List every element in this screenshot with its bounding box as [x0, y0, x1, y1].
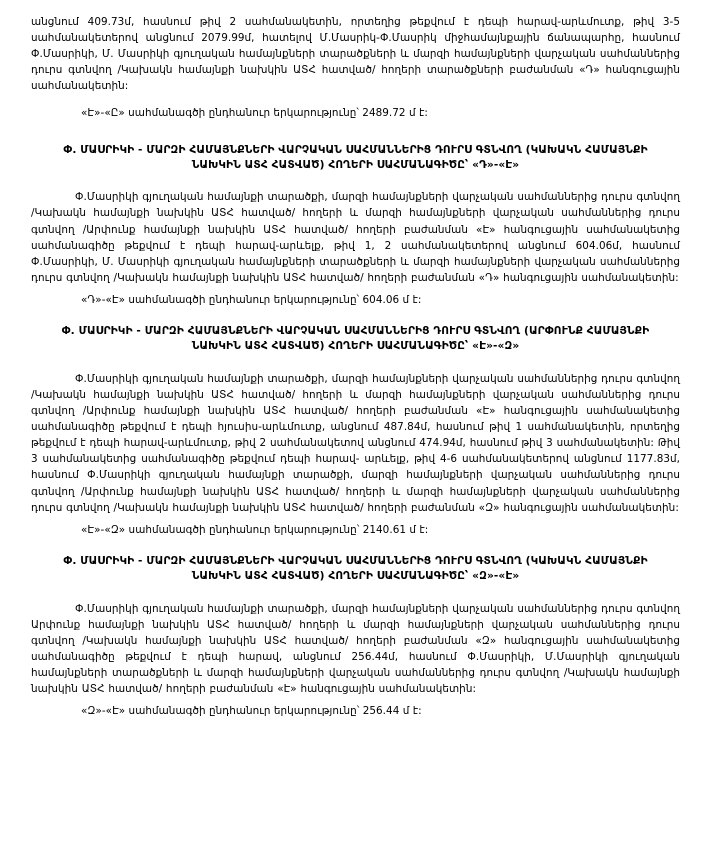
summary-line-z-e: «Զ»-«Է» սահմանագծի ընդհանուր երկարությունը՝ 256.44 մ է:	[81, 705, 422, 718]
spacer	[31, 122, 680, 143]
spacer	[31, 585, 680, 601]
spacer	[31, 94, 680, 105]
section-heading-e-z: Փ. ՄԱՍՐԻԿԻ - ՄԱՐԶԻ ՀԱՄԱՅՆՔՆԵՐԻ ՎԱՐՉԱԿԱՆ ՍԱՀՄԱՆՆԵՐԻՑ ԴՈՒՐՍ ԳՏՆՎՈՂ (ԱՐՓՈՒՆՔ ՀԱՄԱՅՆՔԻ ՆԱԽԿԻՆ ԱՏՀ ՀԱՏՎԱԾ) ՀՈՂԵՐԻ ՍԱՀՄԱՆԱԳԻԾԸ՝ «Է»-«Զ»	[61, 325, 650, 353]
spacer	[31, 355, 680, 371]
section-heading-z-e: Փ. ՄԱՍՐԻԿԻ - ՄԱՐԶԻ ՀԱՄԱՅՆՔՆԵՐԻ ՎԱՐՉԱԿԱՆ ՍԱՀՄԱՆՆԵՐԻՑ ԴՈՒՐՍ ԳՏՆՎՈՂ (ԿԱԽԱԿՆ ՀԱՄԱՅՆՔԻ ՆԱԽԿԻՆ ԱՏՀ ՀԱՏՎԱԾ) ՀՈՂԵՐԻ ՍԱՀՄԱՆԱԳԻԾԸ՝ «Զ»-«Է»	[63, 554, 648, 583]
paragraph-section-d-e: Փ.Մասրիկի գյուղական համայնքի տարածքի, մարզի համայնքների վարչական սահմաններից դուրս գտնվող /Կախակն համայնքի նախկին ԱՏՀ հատված/ հողերի և մարզի համայնքների վարչական սահմաններից դուրս գտնվող /Արփունք համայնքի նախկին ԱՏՀ հատված/ հողերի բաժանման «Է» հանգուցային սահմանակետից սահմանագիծը թեքվում է դեպի հարավ-արևելք, թիվ 1, 2 սահմանակետերով անցնում 604.06մ, հասնում Փ.Մասրիկի, Մ. Մասրիկի գյուղական համայնքների տարածքների և մարզի համայնքների վարչական սահմաններից դուրս գտնվող /Կախակն համայնքի նախկին ԱՏՀ հատված/ հողերի բաժանման «Դ» հանգուցային սահմանակետին:	[31, 191, 680, 284]
spacer	[31, 538, 680, 554]
summary-line-e-to-uh: «Է»-«Ը» սահմանագծի ընդհանուր երկարությունը՝ 2489.72 մ է:	[81, 107, 428, 120]
spacer	[31, 173, 680, 189]
section-heading-d-e: Փ. ՄԱՍՐԻԿԻ - ՄԱՐԶԻ ՀԱՄԱՅՆՔՆԵՐԻ ՎԱՐՉԱԿԱՆ ՍԱՀՄԱՆՆԵՐԻՑ ԴՈՒՐՍ ԳՏՆՎՈՂ (ԿԱԽԱԿՆ ՀԱՄԱՅՆՔԻ ՆԱԽԿԻՆ ԱՏՀ ՀԱՏՎԱԾ) ՀՈՂԵՐԻ ՍԱՀՄԱՆԱԳԻԾԸ՝ «Դ»-«Է»	[63, 143, 648, 171]
summary-line-d-e: «Դ»-«Է» սահմանագծի ընդհանուր երկարությունը՝ 604.06 մ է:	[81, 293, 422, 306]
paragraph-continuation-top: անցնում 409.73մ, հասնում թիվ 2 սահմանակետին, որտեղից թեքվում է դեպի հարավ-արևմուտք, թիվ 3-5 սահմանակետերով անցնում 2079.99մ, հատելով Մ.Մասրիկ-Փ.Մասրիկ միջհամայնքային ճանապարհը, հասնում Փ.Մասրիկի, Մ. Մասրիկի գյուղական համայնքների տարածքների և մարզի համայնքների վարչական սահմաններից դուրս գտնվող /Կախակն համայնքի նախկին ԱՏՀ հատված/ հողերի տարածքների բաժանման «Դ» հանգուցային սահմանակետին:	[31, 16, 680, 93]
paragraph-section-e-z: Փ.Մասրիկի գյուղական համայնքի տարածքի, մարզի համայնքների վարչական սահմաններից դուրս գտնվող /Կախակն համայնքի նախկին ԱՏՀ հատված/ հողերի և մարզի համայնքների վարչական սահմաններից դուրս գտնվող /Արփունք համայնքի նախկին ԱՏՀ հատված/ հողերի բաժանման «Է» հանգուցային սահմանակետից սահմանագիծը թեքվում է դեպի հյուսիս-արևմուտք, անցնում 487.84մ, հասնում թիվ 1 սահմանակետին, որտեղից թեքվում է դեպի հարավ-արևմուտք, թիվ 2 սահմանակետով անցնում 474.94մ, հասնում թիվ 3 սահմանակետին: Թիվ 3 սահմանակետից սահմանագիծը թեքվում դեպի հարավ- արևելք, թիվ 4-6 սահմանակետերով անցնում 1177.83մ, հասնում Փ.Մասրիկի գյուղական համայնքի տարածքի, մարզի համայնքների վարչական սահմաններից դուրս գտնվող /Արփունք համայնքի նախկին ԱՏՀ հատված/ հողերի և մարզի համայնքների վարչական սահմաններից դուրս գտնվող /Կախակն համայնքի նախկին ԱՏՀ հատված/ հողերի բաժանման «Զ» հանգուցային սահմանակետին:	[31, 372, 680, 514]
paragraph-section-z-e: Փ.Մասրիկի գյուղական համայնքի տարածքի, մարզի համայնքների վարչական սահմաններից դուրս գտնվող Արփունք համայնքի նախկին ԱՏՀ հատված/ հողերի և մարզի համայնքների վարչական սահմաններից դուրս գտնվող /Կախակն համայնքի նախկին ԱՏՀ հատված/ հողերի բաժանման «Զ» հանգուցային սահմանակետից սահմանագիծը թեքվում է դեպի հարավ, անցնում 256.44մ, հասնում Փ.Մասրիկի, Մ.Մասրիկի գյուղական համայնքների տարածքների և մարզի համայնքների վարչական սահմաններից դուրս գտնվող /Կախակն համայնքի նախկին ԱՏՀ հատված/ հողերի բաժանման «Է» հանգուցային սահմանակետին:	[31, 602, 680, 696]
summary-line-e-z: «Է»-«Զ» սահմանագծի ընդհանուր երկարությունը՝ 2140.61 մ է:	[81, 523, 429, 536]
spacer	[31, 308, 680, 324]
